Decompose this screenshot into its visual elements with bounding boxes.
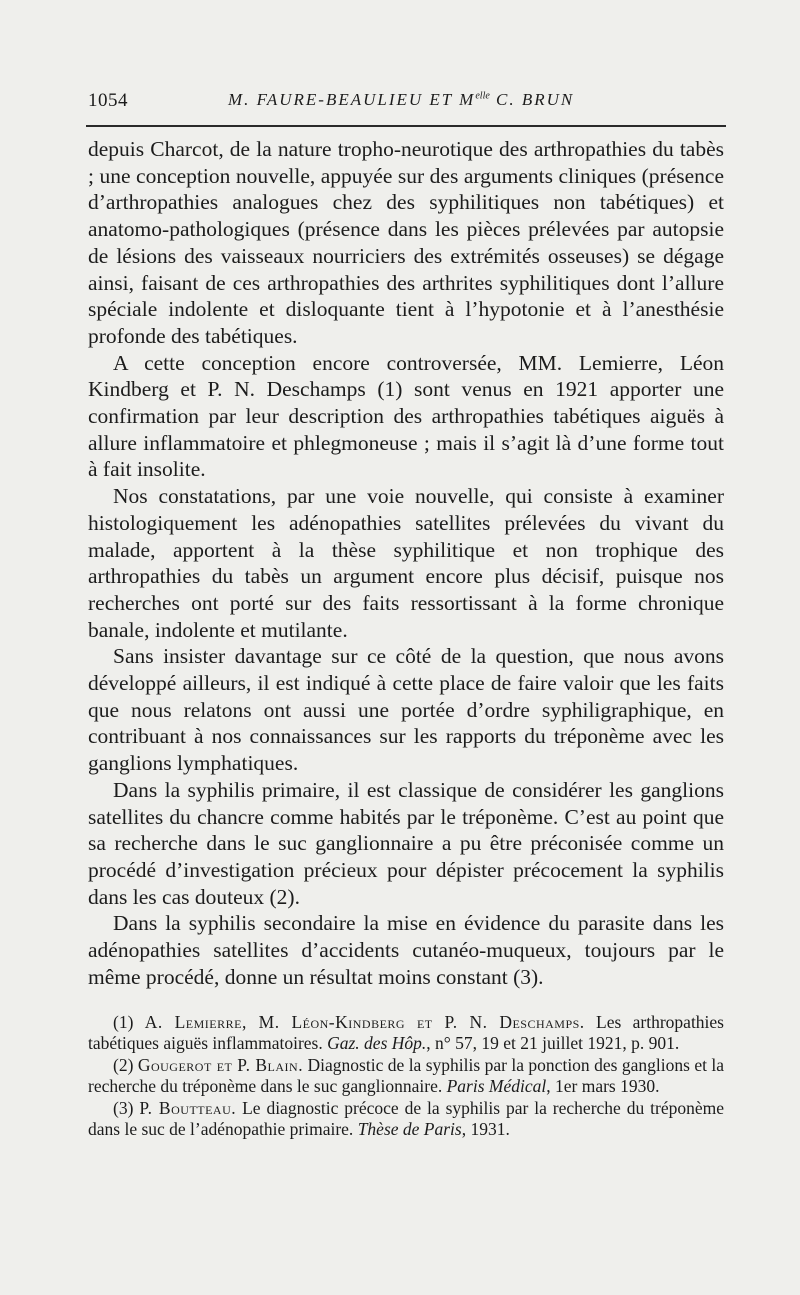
footnote-source: Paris Médical xyxy=(446,1076,547,1096)
footnote-title: Les arthropathies tabétiques aiguës inflammatoires. xyxy=(88,1012,724,1053)
paragraph: Dans la syphilis secondaire la mise en évidence du parasite dans les adénopathies satellites d’accidents cutanéo-muqueux, toujours par le même procédé, donne un résultat moins constant (3). xyxy=(88,911,724,989)
footnote xyxy=(88,1055,724,1097)
running-head-authors: M. FAURE-BEAULIEU ET M xyxy=(228,90,476,109)
footnote-details: , 1er mars 1930. xyxy=(546,1076,660,1096)
footnote-title: Le diagnostic précoce de la syphilis par la recherche du tréponème dans le suc de l’adénopathie primaire. xyxy=(88,1098,725,1139)
footnote-authors: P. Boutteau. xyxy=(139,1098,237,1118)
footnotes xyxy=(88,1012,724,1141)
paragraph: A cette conception encore controversée, MM. Lemierre, Léon Kindberg et P. N. Deschamps (1) sont venus en 1921 apporter une confirmation par leur description des arthropathies tabétiques aiguës à allure inflammatoire et phlegmoneuse ; mais il s’agit là d’une forme tout à fait insolite. xyxy=(88,350,724,482)
footnote-title: Diagnostic de la syphilis par la ponction des ganglions et la recherche du tréponème dans le suc ganglionnaire. xyxy=(88,1055,724,1096)
footnote-number: (1) xyxy=(113,1012,145,1032)
footnote-source: Thèse de Paris xyxy=(357,1119,462,1139)
footnote-details: , 1931. xyxy=(461,1119,510,1139)
header-rule xyxy=(86,125,726,127)
running-head-superscript: elle xyxy=(475,90,490,102)
running-head xyxy=(228,90,574,110)
paragraph: depuis Charcot, de la nature tropho-neurotique des arthropathies du tabès ; une conception nouvelle, appuyée sur des arguments cliniques (présence d’arthropathies analogues chez des syphilitiques non tabétiques) et anatomo-pathologiques (présence dans les pièces prélevées par autopsie de lésions des vaisseaux nourriciers des extrémités osseuses) se dégage ainsi, faisant de ces arthropathies des arthrites syphilitiques dont l’allure spéciale indolente et disloquante tient à l’hypotonie et à l’anesthésie profonde des tabétiques. xyxy=(88,137,724,348)
footnote-source: Gaz. des Hôp. xyxy=(327,1033,427,1053)
page-header xyxy=(88,90,724,120)
footnote-details: , n° 57, 19 et 21 juillet 1921, p. 901. xyxy=(426,1033,680,1053)
paragraph: Sans insister davantage sur ce côté de la question, que nous avons développé ailleurs, il est indiqué à cette place de faire valoir que les faits que nous relatons ont aussi une portée d’ordre syphiligraphique, en contribuant à nos connaissances sur les rapports du tréponème avec les ganglions lymphatiques. xyxy=(88,644,724,776)
footnote-number: (2) xyxy=(113,1055,138,1075)
page-number: 1054 xyxy=(88,90,128,111)
paragraph: Dans la syphilis primaire, il est classique de considérer les ganglions satellites du chancre comme habités par le tréponème. C’est au point que sa recherche dans le suc ganglionnaire a pu être préconisée comme un procédé d’investigation précieux pour dépister précocement la syphilis dans les cas douteux (2). xyxy=(88,777,724,909)
paragraph: Nos constatations, par une voie nouvelle, qui consiste à examiner histologiquement les adénopathies satellites prélevées du vivant du malade, apportent à la thèse syphilitique et non trophique des arthropathies du tabès un argument encore plus décisif, puisque nos recherches ont porté sur des faits ressortissant à la forme chronique banale, indolente et mutilante. xyxy=(88,484,724,642)
running-head-coauthor: C. BRUN xyxy=(489,90,575,109)
body-text xyxy=(88,136,724,991)
footnote-authors: Gougerot et P. Blain. xyxy=(137,1055,304,1075)
footnote-number: (3) xyxy=(113,1098,140,1118)
footnote xyxy=(88,1012,724,1054)
footnote-authors: A. Lemierre, M. Léon-Kindberg et P. N. Deschamps. xyxy=(144,1012,585,1032)
footnote xyxy=(88,1098,724,1140)
